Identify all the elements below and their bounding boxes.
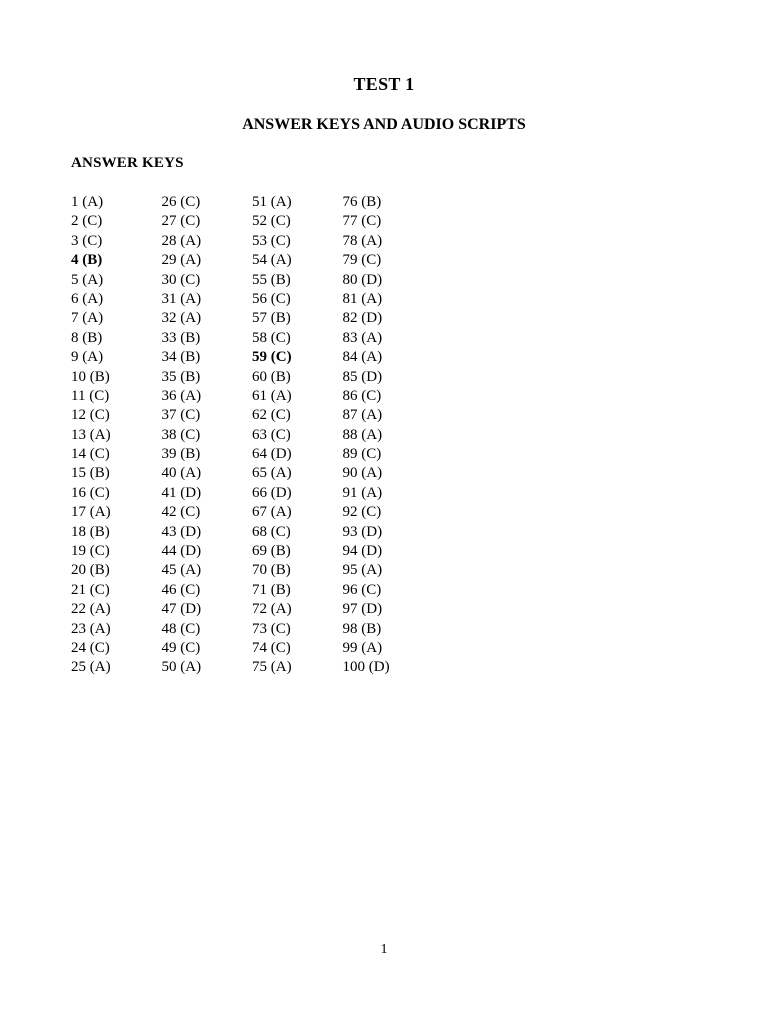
answer-item: 67 (A) xyxy=(252,504,292,521)
answer-row xyxy=(71,251,433,270)
answer-item: 87 (A) xyxy=(342,407,383,424)
answer-item: 20 (B) xyxy=(71,562,110,579)
answer-row xyxy=(71,387,433,406)
answer-item: 89 (C) xyxy=(342,446,382,463)
answer-item: 60 (B) xyxy=(252,368,291,385)
answer-item: 8 (B) xyxy=(71,329,103,346)
answer-item: 34 (B) xyxy=(161,349,201,366)
answer-item: 80 (D) xyxy=(342,271,383,288)
answer-row xyxy=(71,620,433,639)
answer-item: 75 (A) xyxy=(252,659,292,676)
answer-item: 65 (A) xyxy=(252,465,292,482)
answer-row xyxy=(71,290,433,309)
answer-row xyxy=(71,600,433,619)
answer-item: 48 (C) xyxy=(161,620,201,637)
answer-row xyxy=(71,445,433,464)
answer-key-grid xyxy=(71,193,433,678)
answer-item: 82 (D) xyxy=(342,310,383,327)
answer-row xyxy=(71,523,433,542)
answer-item: 6 (A) xyxy=(71,290,104,307)
answer-item: 38 (C) xyxy=(161,426,201,443)
section-heading: ANSWER KEYS xyxy=(71,155,184,171)
answer-item: 17 (A) xyxy=(71,504,111,521)
answer-row xyxy=(71,348,433,367)
answer-item: 12 (C) xyxy=(71,407,110,424)
answer-item: 88 (A) xyxy=(342,426,383,443)
answer-row xyxy=(71,503,433,522)
answer-item: 71 (B) xyxy=(252,581,291,598)
answer-item: 52 (C) xyxy=(252,213,291,230)
answer-item: 18 (B) xyxy=(71,523,110,540)
answer-item: 31 (A) xyxy=(161,290,202,307)
answer-item: 45 (A) xyxy=(161,562,202,579)
answer-row xyxy=(71,542,433,561)
answer-row xyxy=(71,212,433,231)
answer-item: 61 (A) xyxy=(252,387,292,404)
answer-item: 72 (A) xyxy=(252,601,292,618)
answer-item: 70 (B) xyxy=(252,562,291,579)
answer-item: 59 (C) xyxy=(252,349,292,366)
answer-item: 21 (C) xyxy=(71,581,110,598)
document-title: TEST 1 xyxy=(353,74,415,94)
answer-item: 41 (D) xyxy=(161,484,202,501)
answer-row xyxy=(71,368,433,387)
answer-item: 100 (D) xyxy=(342,659,390,676)
answer-item: 58 (C) xyxy=(252,329,291,346)
answer-item: 49 (C) xyxy=(161,639,201,656)
answer-item: 9 (A) xyxy=(71,349,104,366)
answer-item: 23 (A) xyxy=(71,620,111,637)
document-subtitle: ANSWER KEYS AND AUDIO SCRIPTS xyxy=(242,116,526,133)
answer-row xyxy=(71,193,433,212)
answer-item: 24 (C) xyxy=(71,639,110,656)
answer-item: 27 (C) xyxy=(161,213,201,230)
answer-item: 43 (D) xyxy=(161,523,202,540)
answer-item: 96 (C) xyxy=(342,581,382,598)
answer-item: 35 (B) xyxy=(161,368,201,385)
answer-item: 32 (A) xyxy=(161,310,202,327)
answer-item: 94 (D) xyxy=(342,543,383,560)
answer-item: 55 (B) xyxy=(252,271,291,288)
answer-row xyxy=(71,426,433,445)
answer-item: 1 (A) xyxy=(71,194,104,210)
answer-item: 78 (A) xyxy=(342,232,383,249)
answer-item: 92 (C) xyxy=(342,504,382,521)
answer-item: 29 (A) xyxy=(161,252,202,269)
answer-row xyxy=(71,561,433,580)
answer-item: 86 (C) xyxy=(342,387,382,404)
answer-item: 33 (B) xyxy=(161,329,201,346)
answer-item: 22 (A) xyxy=(71,601,111,618)
answer-item: 95 (A) xyxy=(342,562,383,579)
answer-item: 4 (B) xyxy=(71,252,103,269)
answer-item: 3 (C) xyxy=(71,232,103,249)
answer-item: 73 (C) xyxy=(252,620,291,637)
answer-item: 25 (A) xyxy=(71,659,111,676)
answer-item: 53 (C) xyxy=(252,232,291,249)
answer-item: 57 (B) xyxy=(252,310,291,327)
answer-item: 66 (D) xyxy=(252,484,292,501)
answer-item: 85 (D) xyxy=(342,368,383,385)
answer-item: 54 (A) xyxy=(252,252,292,269)
answer-row xyxy=(71,639,433,658)
answer-item: 37 (C) xyxy=(161,407,201,424)
answer-item: 76 (B) xyxy=(342,194,382,210)
answer-item: 79 (C) xyxy=(342,252,382,269)
answer-item: 63 (C) xyxy=(252,426,291,443)
answer-row xyxy=(71,464,433,483)
answer-item: 69 (B) xyxy=(252,543,291,560)
answer-row xyxy=(71,658,433,677)
answer-item: 47 (D) xyxy=(161,601,202,618)
answer-item: 81 (A) xyxy=(342,290,383,307)
answer-item: 68 (C) xyxy=(252,523,291,540)
answer-item: 40 (A) xyxy=(161,465,202,482)
answer-item: 19 (C) xyxy=(71,543,110,560)
answer-item: 74 (C) xyxy=(252,639,291,656)
answer-item: 83 (A) xyxy=(342,329,383,346)
answer-item: 39 (B) xyxy=(161,446,201,463)
answer-row xyxy=(71,271,433,290)
answer-item: 51 (A) xyxy=(252,194,292,210)
answer-item: 28 (A) xyxy=(161,232,202,249)
answer-item: 64 (D) xyxy=(252,446,292,463)
answer-item: 62 (C) xyxy=(252,407,291,424)
answer-item: 93 (D) xyxy=(342,523,383,540)
answer-item: 13 (A) xyxy=(71,426,111,443)
answer-item: 26 (C) xyxy=(161,194,201,210)
answer-row xyxy=(71,484,433,503)
answer-item: 97 (D) xyxy=(342,601,383,618)
answer-item: 5 (A) xyxy=(71,271,104,288)
answer-item: 42 (C) xyxy=(161,504,201,521)
answer-item: 98 (B) xyxy=(342,620,382,637)
answer-item: 99 (A) xyxy=(342,639,383,656)
answer-item: 10 (B) xyxy=(71,368,110,385)
answer-item: 90 (A) xyxy=(342,465,383,482)
answer-item: 2 (C) xyxy=(71,213,103,230)
answer-row xyxy=(71,309,433,328)
answer-item: 91 (A) xyxy=(342,484,383,501)
answer-item: 14 (C) xyxy=(71,446,110,463)
answer-item: 56 (C) xyxy=(252,290,291,307)
answer-row xyxy=(71,581,433,600)
answer-item: 77 (C) xyxy=(342,213,382,230)
answer-item: 15 (B) xyxy=(71,465,110,482)
answer-item: 16 (C) xyxy=(71,484,110,501)
answer-item: 30 (C) xyxy=(161,271,201,288)
answer-row xyxy=(71,329,433,348)
answer-item: 36 (A) xyxy=(161,387,202,404)
answer-item: 7 (A) xyxy=(71,310,104,327)
answer-item: 84 (A) xyxy=(342,349,383,366)
answer-item: 44 (D) xyxy=(161,543,202,560)
answer-item: 50 (A) xyxy=(161,659,202,676)
answer-item: 46 (C) xyxy=(161,581,201,598)
answer-item: 11 (C) xyxy=(71,387,110,404)
answer-row xyxy=(71,232,433,251)
answer-row xyxy=(71,406,433,425)
page-number: 1 xyxy=(380,942,388,957)
